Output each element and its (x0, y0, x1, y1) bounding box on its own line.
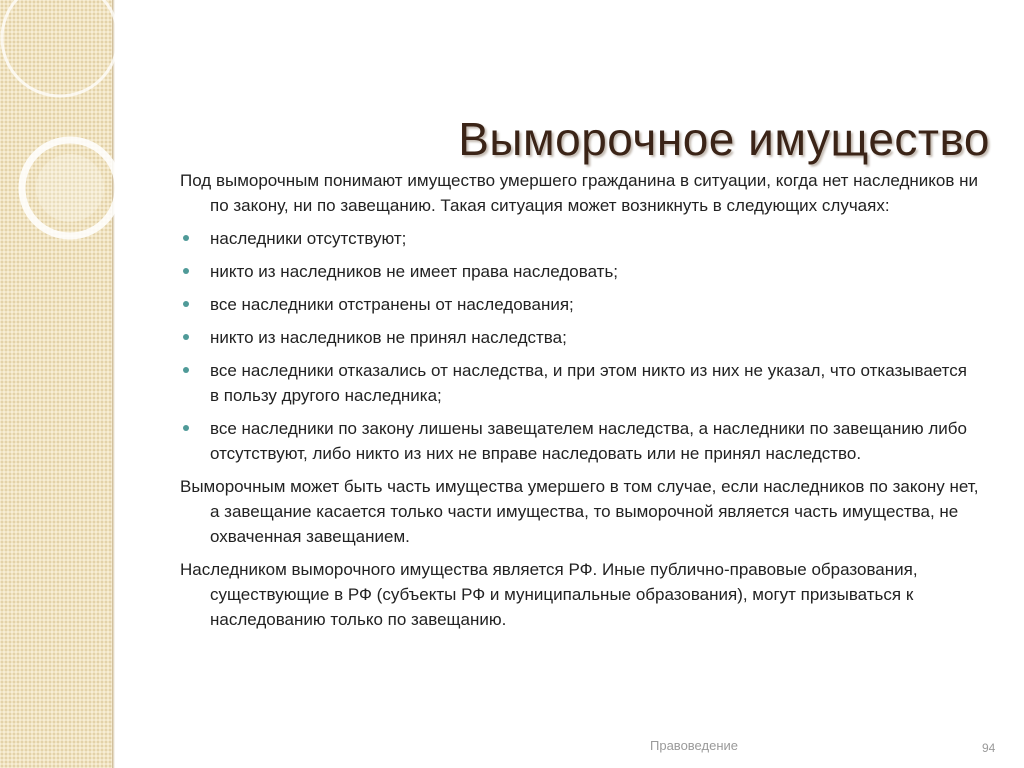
list-item (180, 226, 980, 251)
list-item-text: все наследники отказались от наследства, и при этом никто из них не указал, что отказывается в пользу другого наследника; (210, 361, 967, 405)
intro-paragraph: Под выморочным понимают имущество умершего гражданина в ситуации, когда нет наследников ни по закону, ни по завещанию. Такая ситуация может возникнуть в следующих случаях: (180, 171, 978, 215)
list-item (180, 292, 980, 317)
list-item-text: никто из наследников не имеет права наследовать; (210, 262, 619, 281)
heir-paragraph: Наследником выморочного имущества является РФ. Иные публично-правовые образования, существующие в РФ (субъекты РФ и муниципальные образования), могут призываться к наследованию только по завещанию. (180, 560, 918, 629)
list-item-text: наследники отсутствуют; (210, 229, 407, 248)
list-item-text: все наследники по закону лишены завещателем наследства, а наследники по завещанию либо отсутствуют, либо никто из них не вправе наследовать или не принял наследство. (210, 419, 967, 463)
bullet-icon (183, 301, 189, 307)
partial-escheat-paragraph: Выморочным может быть часть имущества умершего в том случае, если наследников по закону нет, а завещание касается только части имущества, то выморочной является часть имущества, не охваченная завещанием. (180, 477, 979, 546)
bullet-icon (183, 268, 189, 274)
bullet-icon (183, 367, 189, 373)
list-item (180, 325, 980, 350)
list-item-text: все наследники отстранены от наследования; (210, 295, 574, 314)
list-item (180, 416, 980, 466)
decorative-ring-inner (36, 154, 104, 222)
bullet-icon (183, 235, 189, 241)
list-item-text: никто из наследников не принял наследства; (210, 328, 567, 347)
slide-title: Выморочное имущество (458, 113, 990, 165)
list-item (180, 259, 980, 284)
bullet-icon (183, 334, 189, 340)
decorative-ring-large (2, 0, 118, 96)
bullet-icon (183, 425, 189, 431)
footer-label: Правоведение (650, 738, 738, 753)
slide-body (180, 168, 980, 640)
page-number: 94 (982, 741, 996, 755)
list-item (180, 358, 980, 408)
case-list (180, 226, 980, 466)
decorative-rings (0, 0, 200, 300)
